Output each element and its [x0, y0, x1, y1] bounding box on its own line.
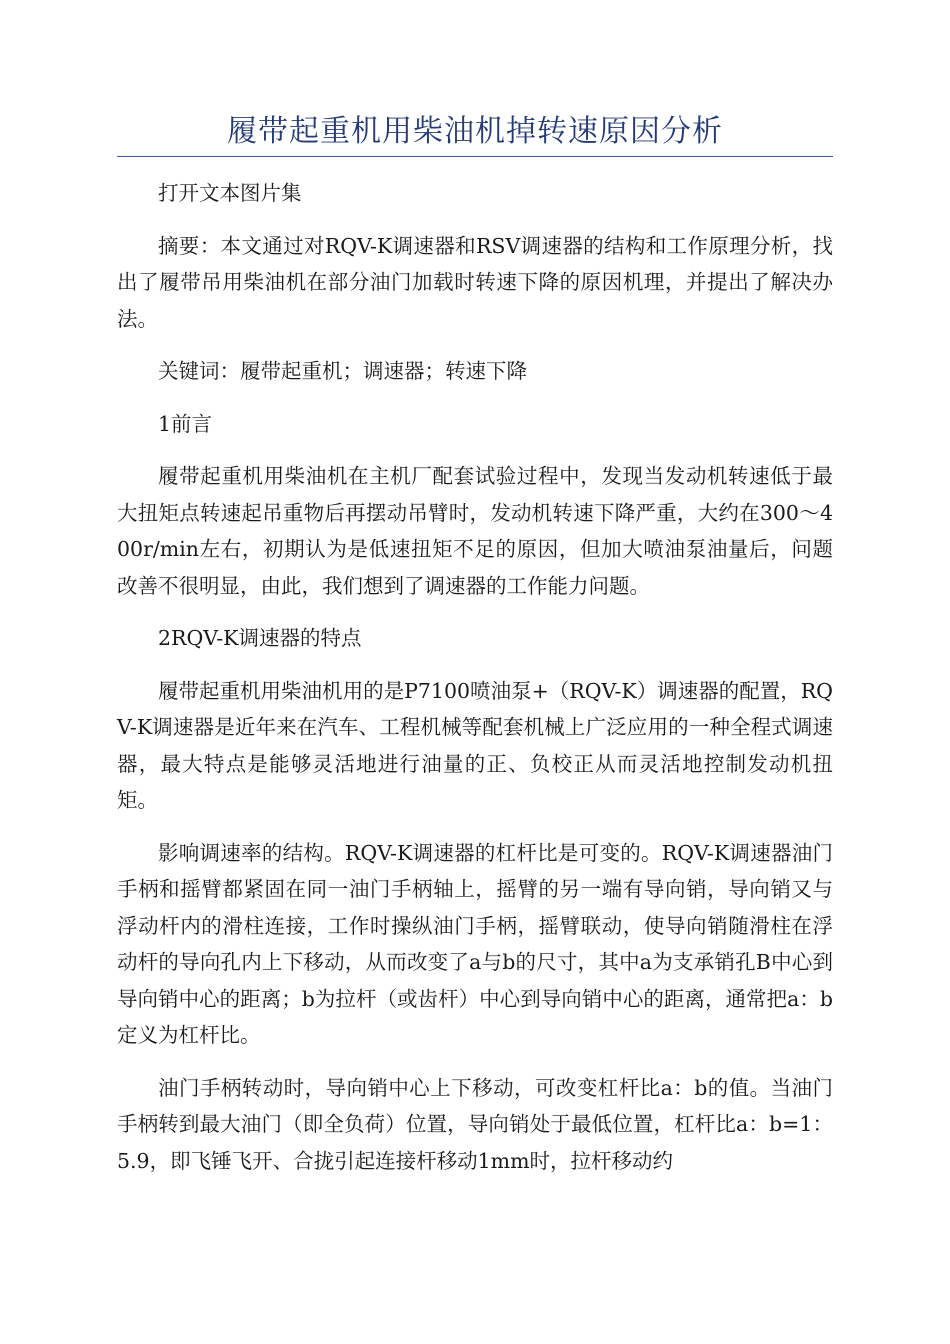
paragraph-image-set: 打开文本图片集 [158, 181, 302, 205]
paragraph-throttle: 油门手柄转动时，导向销中心上下移动，可改变杠杆比a：b的值。当油门手柄转到最大油门（即全负荷）位置，导向销处于最低位置，杠杆比a：b=1：5.9，即飞锤飞开、合拢引起连接杆移动1mm时，拉杆移动约 [117, 1075, 833, 1173]
paragraph-lever-ratio: 影响调速率的结构。RQV-K调速器的杠杆比是可变的。RQV-K调速器油门手柄和摇臂都紧固在同一油门手柄轴上，摇臂的另一端有导向销，导向销又与浮动杆内的滑柱连接，工作时操纵油门手柄，摇臂联动，使导向销随滑柱在浮动杆的导向孔内上下移动，从而改变了a与b的尺寸，其中a为支承销孔B中心到导向销中心的距离；b为拉杆（或齿杆）中心到导向销中心的距离，通常把a：b定义为杠杆比。 [117, 840, 833, 1047]
heading-rqvk-features: 2RQV-K调速器的特点 [158, 626, 362, 650]
paragraph-rqvk-config: 履带起重机用柴油机用的是P7100喷油泵+（RQV-K）调速器的配置，RQV-K调速器是近年来在汽车、工程机械等配套机械上广泛应用的一种全程式调速器，最大特点是能够灵活地进行油量的正、负校正从而灵活地控制发动机扭矩。 [117, 678, 833, 812]
paragraph-abstract: 摘要：本文通过对RQV-K调速器和RSV调速器的结构和工作原理分析，找出了履带吊用柴油机在部分油门加载时转速下降的原因机理，并提出了解决办法。 [117, 233, 833, 331]
paragraph-introduction: 履带起重机用柴油机在主机厂配套试验过程中，发现当发动机转速低于最大扭矩点转速起吊重物后再摆动吊臂时，发动机转速下降严重，大约在300～400r/min左右，初期认为是低速扭矩不足的原因，但加大喷油泵油量后，问题改善不很明显，由此，我们想到了调速器的工作能力问题。 [117, 464, 833, 598]
title-underline [117, 156, 833, 157]
document-page [117, 110, 833, 1195]
document-title: 履带起重机用柴油机掉转速原因分析 [227, 114, 723, 149]
heading-introduction: 1前言 [158, 411, 213, 436]
paragraph-keywords: 关键词：履带起重机；调速器；转速下降 [158, 359, 527, 383]
